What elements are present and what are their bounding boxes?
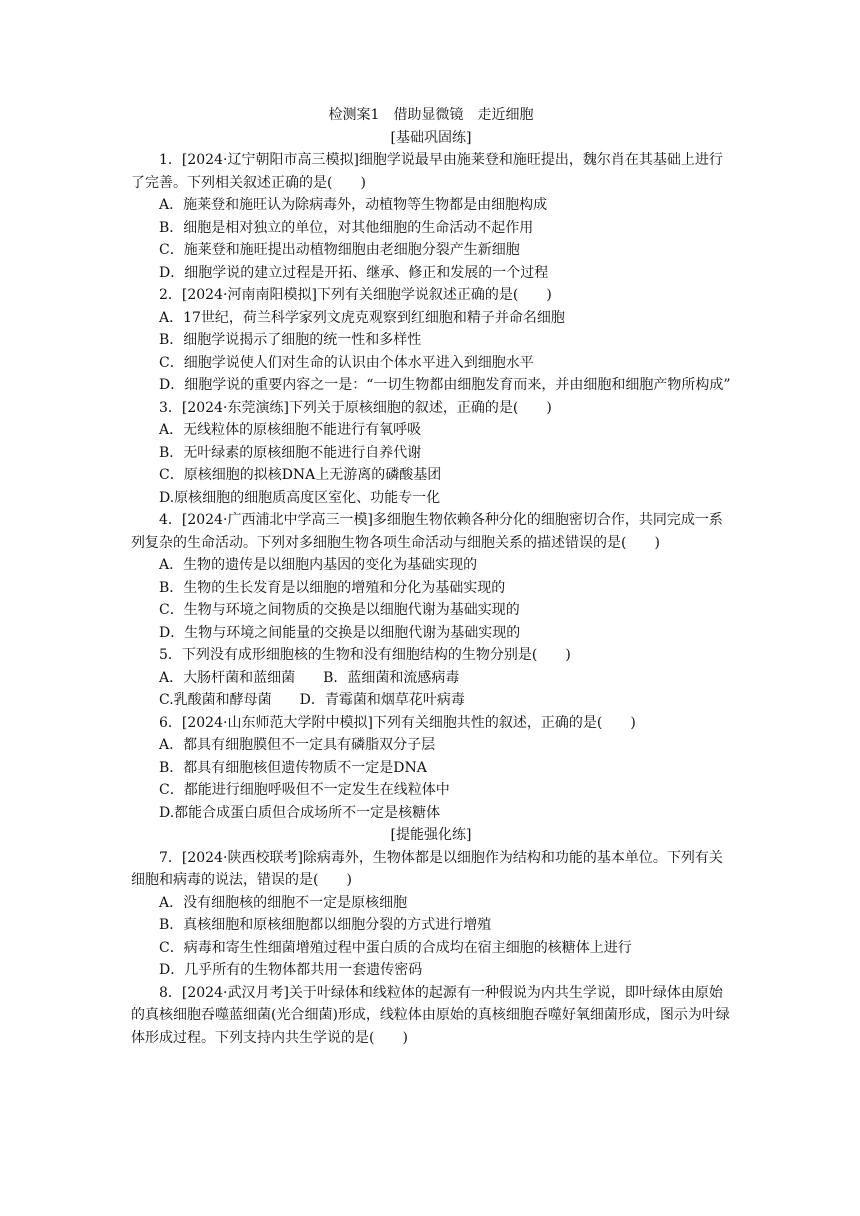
page-title: 检测案1 借助显微镜 走近细胞	[328, 107, 534, 123]
question-8	[131, 982, 731, 1050]
option-b: B．蓝细菌和流感病毒	[323, 669, 460, 686]
option-a: A．生物的遗传是以细胞内基因的变化为基础实现的	[159, 557, 478, 573]
option-b: B．细胞学说揭示了细胞的统一性和多样性	[159, 332, 422, 348]
option-c: C．都能进行细胞呼吸但不一定发生在线粒体中	[159, 782, 450, 798]
question-stem: 4．[2024·广西浦北中学高三一模]多细胞生物依赖各种分化的细胞密切合作，共同完成一系列复杂的生命活动。下列对多细胞生物各项生命活动与细胞关系的描述错误的是( )	[131, 512, 723, 551]
question-stem: 5．下列没有成形细胞核的生物和没有细胞结构的生物分别是( )	[159, 647, 571, 663]
option-c: C.乳酸菌和酵母菌	[159, 692, 272, 708]
question-stem: 7．[2024·陕西校联考]除病毒外，生物体都是以细胞作为结构和功能的基本单位。下列有关细胞和病毒的说法，错误的是( )	[131, 849, 723, 888]
option-b: B．都具有细胞核但遗传物质不一定是DNA	[159, 759, 427, 776]
option-b: B．生物的生长发育是以细胞的增殖和分化为基础实现的	[159, 579, 506, 596]
option-a: A．都具有细胞膜但不一定具有磷脂双分子层	[159, 737, 436, 753]
option-c: C．细胞学说使人们对生命的认识由个体水平进入到细胞水平	[159, 354, 534, 371]
option-row	[131, 689, 731, 712]
option-d: D．青霉菌和烟草花叶病毒	[299, 692, 465, 708]
option-c: C．病毒和寄生性细菌增殖过程中蛋白质的合成均在宿主细胞的核糖体上进行	[159, 939, 632, 956]
option-d: D．细胞学说的重要内容之一是：“一切生物都由细胞发育而来，并由细胞和细胞产物所构成”	[159, 377, 731, 393]
option-c: C．原核细胞的拟核DNA上无游离的磷酸基团	[159, 467, 442, 483]
question-stem: 6．[2024·山东师范大学附中模拟]下列有关细胞共性的叙述，正确的是( )	[159, 714, 636, 731]
question-stem: 3．[2024·东莞演练]下列关于原核细胞的叙述，正确的是( )	[159, 399, 552, 416]
question-4	[131, 509, 731, 644]
question-stem: 8．[2024·武汉月考]关于叶绿体和线粒体的起源有一种假说为内共生学说，即叶绿体由原始的真核细胞吞噬蓝细菌(光合细菌)形成，线粒体由原始的真核细胞吞噬好氧细菌形成，图示为叶绿体形成过程。下列支持内共生学说的是( )	[131, 984, 730, 1046]
section-heading-advanced: [提能强化练]	[390, 827, 472, 843]
option-a: A．无线粒体的原核细胞不能进行有氧呼吸	[159, 422, 422, 438]
question-7	[131, 847, 731, 982]
option-a: A．17世纪，荷兰科学家列文虎克观察到红细胞和精子并命名细胞	[159, 309, 565, 326]
question-stem: 2．[2024·河南南阳模拟]下列有关细胞学说叙述正确的是( )	[159, 287, 552, 303]
question-5	[131, 644, 731, 712]
question-6	[131, 712, 731, 825]
option-a: A．没有细胞核的细胞不一定是原核细胞	[159, 894, 408, 911]
option-d: D．生物与环境之间能量的交换是以细胞代谢为基础实现的	[159, 624, 521, 641]
option-a: A．施莱登和施旺认为除病毒外，动植物等生物都是由细胞构成	[159, 197, 548, 213]
option-a: A．大肠杆菌和蓝细菌	[159, 669, 296, 686]
option-c: C．施莱登和施旺提出动植物细胞由老细胞分裂产生新细胞	[159, 242, 520, 258]
option-b: B．无叶绿素的原核细胞不能进行自养代谢	[159, 444, 422, 461]
option-c: C．生物与环境之间物质的交换是以细胞代谢为基础实现的	[159, 602, 520, 618]
question-2	[131, 284, 731, 397]
option-row	[131, 667, 731, 690]
question-1	[131, 149, 731, 284]
option-d: D.都能合成蛋白质但合成场所不一定是核糖体	[159, 804, 441, 821]
option-d: D．细胞学说的建立过程是开拓、继承、修正和发展的一个过程	[159, 264, 549, 281]
option-b: B．细胞是相对独立的单位，对其他细胞的生命活动不起作用	[159, 219, 534, 236]
question-stem: 1．[2024·辽宁朝阳市高三模拟]细胞学说最早由施莱登和施旺提出，魏尔肖在其基础上进行了完善。下列相关叙述正确的是( )	[131, 152, 723, 191]
page-content	[131, 104, 731, 1049]
section-heading-basic: [基础巩固练]	[390, 129, 472, 146]
option-b: B．真核细胞和原核细胞都以细胞分裂的方式进行增殖	[159, 917, 492, 933]
question-3	[131, 397, 731, 510]
option-d: D.原核细胞的细胞质高度区室化、功能专一化	[159, 489, 441, 506]
option-d: D．几乎所有的生物体都共用一套遗传密码	[159, 962, 423, 978]
